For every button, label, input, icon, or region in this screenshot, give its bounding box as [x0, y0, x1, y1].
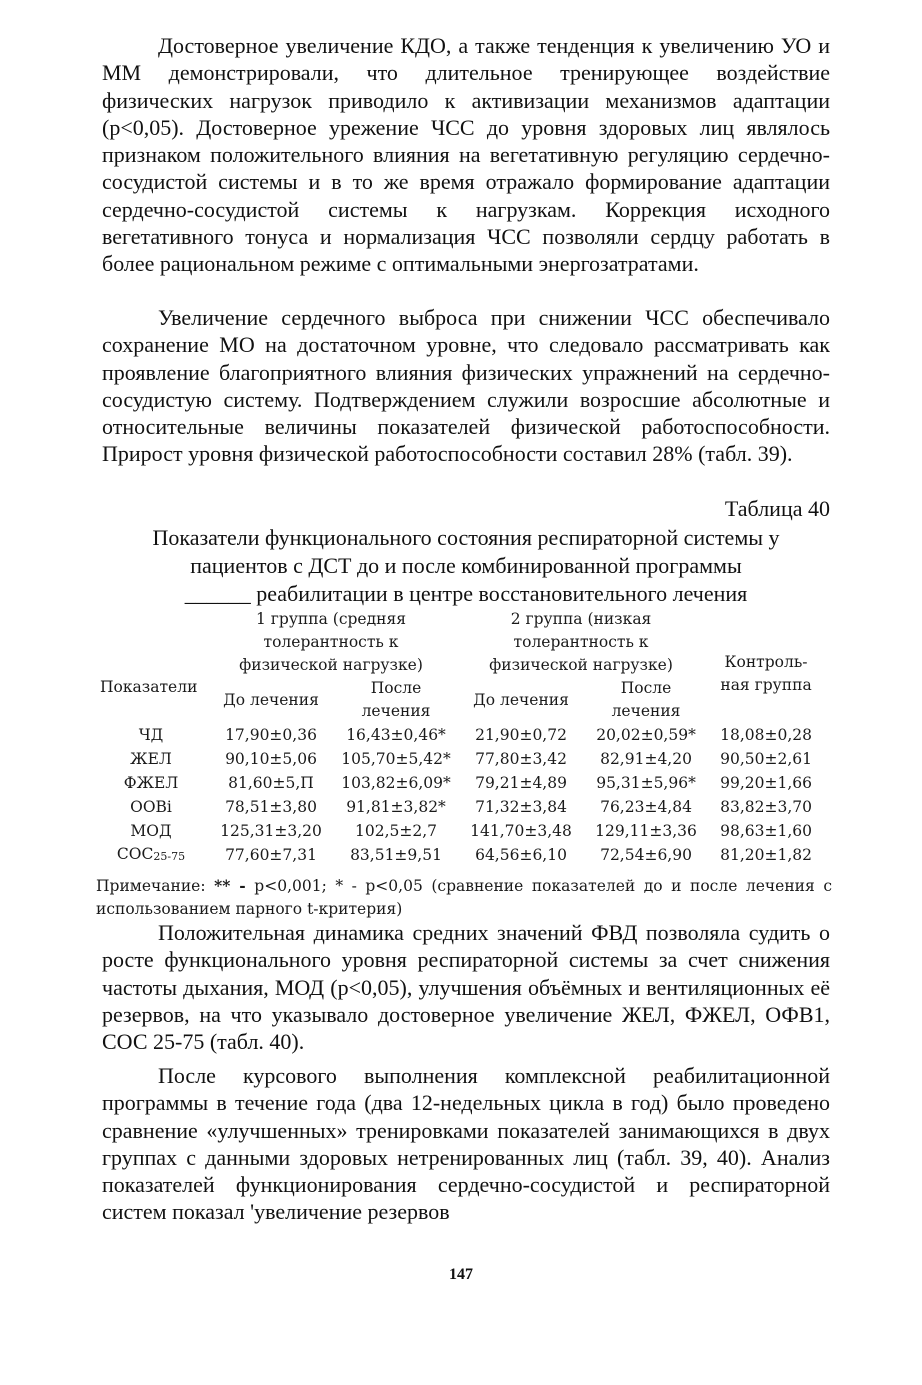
header-group-1-line-1: 1 группа (средняя [255, 610, 407, 628]
row-indicator: OOBi [130, 798, 172, 816]
cell-group-1-after: 83,51±9,51 [350, 846, 442, 864]
header-group-2 [456, 608, 706, 677]
table-title-line-1: Показатели функционального состояния респираторной системы у [152, 525, 780, 550]
paragraph-3 [102, 919, 830, 1055]
cell-group-1-after: 103,82±6,09* [341, 774, 451, 792]
note-prefix: Примечание: [96, 877, 206, 895]
row-indicator: МОД [130, 822, 172, 840]
header-indicators: Показатели [100, 678, 198, 696]
cell-group-2-after: 72,54±6,90 [600, 846, 692, 864]
cell-control: 90,50±2,61 [720, 750, 812, 768]
table-row [96, 771, 826, 795]
row-indicator: ЧД [138, 726, 164, 744]
cell-group-1-after: 16,43±0,46* [346, 726, 446, 744]
note-text: р<0,001; * - р<0,05 (сравнение показателей до и после лечения с использованием парного t-критерия) [96, 877, 833, 918]
cell-control: 83,82±3,70 [720, 798, 812, 816]
cell-group-1-before: 78,51±3,80 [225, 798, 317, 816]
table-header [96, 608, 826, 723]
cell-control: 81,20±1,82 [720, 846, 812, 864]
cell-group-1-before: 81,60±5,П [228, 774, 314, 792]
cell-group-2-before: 141,70±3,48 [470, 822, 572, 840]
cell-group-1-before: 90,10±5,06 [225, 750, 317, 768]
note-bold-marker: ** - [214, 876, 246, 895]
cell-group-2-before: 64,56±6,10 [475, 846, 567, 864]
header-group-2-before: До лечения [473, 690, 569, 709]
table-title-line-2: пациентов с ДСТ до и после комбинированной программы [190, 553, 742, 578]
cell-group-1-after: 102,5±2,7 [355, 822, 438, 840]
row-indicator: ФЖЕЛ [123, 774, 179, 792]
header-control-line-2: ная группа [720, 676, 812, 694]
header-group-2-line-3: физической нагрузке) [489, 656, 673, 674]
header-group-1-after: После лечения [361, 679, 431, 720]
cell-group-1-before: 17,90±0,36 [225, 726, 317, 744]
cell-group-2-after: 76,23±4,84 [600, 798, 692, 816]
cell-group-2-before: 79,21±4,89 [475, 774, 567, 792]
table-row [96, 723, 826, 747]
cell-control: 98,63±1,60 [720, 822, 812, 840]
paragraph-2 [102, 304, 830, 468]
paragraph-1-text: Достоверное увеличение КДО, а также тенденция к увеличению УО и ММ демонстрировали, что длительное тренирующее воздействие физических нагрузок приводило к активизации механизмов адаптации (р<0,05). Достоверное урежение ЧСС до уровня здоровых лиц являлось признаком положительного влияния на вегетативную регуляцию сердечно-сосудистой системы и в то же время отражало формирование адаптации сердечно-сосудистой системы к нагрузкам. Коррекция исходного вегетативного тонуса и нормализация ЧСС позволяли сердцу работать в более рациональном режиме с оптимальными энергозатратами. [102, 33, 830, 277]
cell-control: 99,20±1,66 [720, 774, 812, 792]
page-number: 147 [449, 1266, 473, 1283]
table-title-line-3: ______ реабилитации в центре восстановительного лечения [184, 581, 748, 606]
cell-group-2-after: 129,11±3,36 [595, 822, 697, 840]
header-group-1-line-2: толерантность к [263, 633, 399, 651]
cell-group-1-after: 105,70±5,42* [341, 750, 451, 768]
header-group-1-before: До лечения [223, 690, 319, 709]
paragraph-1 [102, 32, 830, 278]
cell-group-1-before: 125,31±3,20 [220, 822, 322, 840]
header-group-2-line-2: толерантность к [513, 633, 649, 651]
header-group-1 [206, 608, 456, 677]
cell-group-2-before: 71,32±3,84 [475, 798, 567, 816]
table-title [102, 524, 830, 608]
row-indicator: ЖЕЛ [130, 750, 172, 768]
header-group-1-line-3: физической нагрузке) [239, 656, 423, 674]
cell-group-2-after: 82,91±4,20 [600, 750, 692, 768]
table-body [96, 723, 826, 867]
cell-group-2-before: 21,90±0,72 [475, 726, 567, 744]
paragraph-3-text: Положительная динамика средних значений ФВД позволяла судить о росте функционального уровня респираторной системы за счет снижения частоты дыхания, МОД (р<0,05), улучшения объёмных и вентиляционных её резервов, на что указывало достоверное увеличение ЖЕЛ, ФЖЕЛ, ОФВ1, СОС 25-75 (табл. 40). [102, 920, 830, 1055]
table-row [96, 747, 826, 771]
header-group-2-line-1: 2 группа (низкая [510, 610, 652, 628]
paragraph-2-text: Увеличение сердечного выброса при снижении ЧСС обеспечивало сохранение МО на достаточном уровне, что следовало рассматривать как проявление благоприятного влияния физических упражнений на сердечно-сосудистую систему. Подтверждением служили возросшие абсолютные и относительные величины показателей физической работоспособности. Прирост уровня физической работоспособности составил 28% (табл. 39). [102, 305, 830, 467]
cell-group-2-before: 77,80±3,42 [475, 750, 567, 768]
cell-group-2-after: 95,31±5,96* [596, 774, 696, 792]
paragraph-4 [102, 1062, 830, 1226]
table-row [96, 795, 826, 819]
cell-group-1-before: 77,60±7,31 [225, 846, 317, 864]
table-label: Таблица 40 [724, 496, 830, 521]
table-note [96, 874, 832, 921]
paragraph-4-text: После курсового выполнения комплексной реабилитационной программы в течение года (два 12-недельных цикла в год) было проведено сравнение «улучшенных» тренировками показателей занимающихся в двух группах с данными здоровых нетренированных лиц (табл. 39, 40). Анализ показателей функционирования сердечно-сосудистой и респираторной систем показал 'увеличение резервов [102, 1063, 830, 1225]
header-control-group [706, 608, 826, 723]
respiratory-indicators-table [96, 608, 826, 867]
table-row [96, 819, 826, 843]
row-indicator-subscript: 25-75 [153, 850, 186, 863]
cell-group-2-after: 20,02±0,59* [596, 726, 696, 744]
table-row [96, 843, 826, 867]
row-indicator: $СОС_{25-75}$ [116, 845, 186, 863]
cell-control: 18,08±0,28 [720, 726, 812, 744]
cell-group-1-after: 91,81±3,82* [346, 798, 446, 816]
header-control-line-1: Контроль- [724, 653, 808, 671]
header-group-2-after: После лечения [611, 679, 681, 720]
